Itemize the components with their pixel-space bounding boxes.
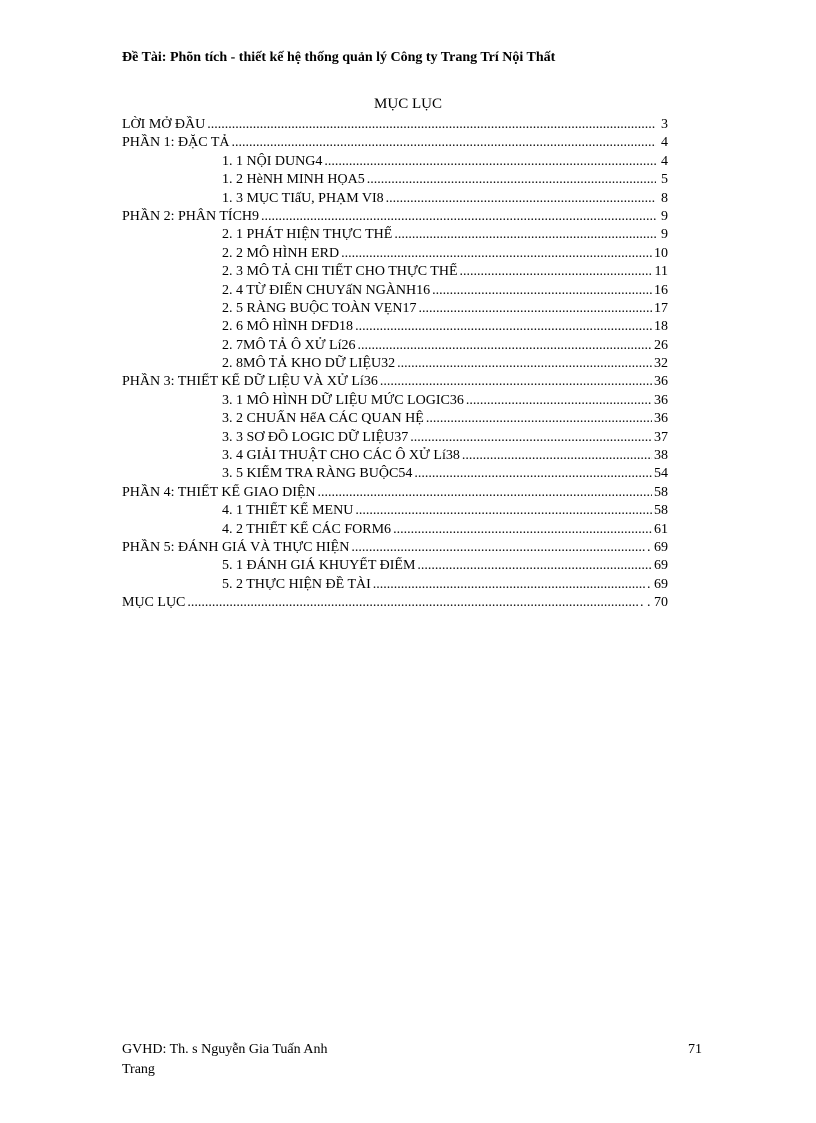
toc-entry[interactable]: [122, 190, 668, 208]
toc-entry-page: 9: [661, 208, 668, 224]
toc-entry-label: LỜI MỞ ĐẦU: [122, 117, 206, 132]
toc-entry-label: 2. 6 MÔ HÌNH DFD18: [222, 319, 354, 335]
toc-entry-label: 5. 2 THỰC HIỆN ĐỀ TÀI: [222, 576, 371, 592]
toc-dot-leader: [394, 226, 656, 244]
toc-entry[interactable]: [122, 171, 668, 189]
toc-dot-leader: [373, 576, 645, 594]
footer-page-label: Trang: [122, 1062, 155, 1077]
toc-entry-label: PHẦN 5: ĐÁNH GIÁ VÀ THỰC HIỆN: [122, 539, 350, 555]
toc-entry-label: 3. 1 MÔ HÌNH DỮ LIỆU MỨC LOGIC36: [222, 392, 464, 408]
toc-dot-leader: [324, 153, 656, 171]
toc-entry-page: 8: [661, 190, 668, 206]
toc-entry-page: 38: [654, 448, 668, 464]
toc-entry[interactable]: [122, 502, 668, 520]
toc-entry-label: 2. 7MÔ TẢ Ô XỬ Lí26: [222, 337, 356, 353]
toc-entry-page: 11: [654, 264, 668, 280]
toc-dot-leader: [355, 502, 652, 520]
toc-entry-page: 4: [661, 153, 668, 169]
toc-entry[interactable]: [122, 245, 668, 263]
toc-entry-page: 3: [661, 117, 668, 132]
toc-dot-leader: [355, 318, 652, 336]
toc-entry-page: . . 70: [640, 595, 668, 611]
toc-dot-leader: [358, 337, 653, 355]
toc-entry-page: 36: [654, 411, 668, 427]
toc-entry[interactable]: [122, 318, 668, 336]
toc-entry-page: . 69: [647, 539, 668, 555]
footer-instructor-line: GVHD: Th. s Nguyễn Gia Tuấn Anh: [122, 1042, 328, 1057]
toc-entry-label: 2. 2 MÔ HÌNH ERD: [222, 245, 340, 261]
toc-dot-leader: [231, 134, 656, 152]
toc-entry-label: 3. 4 GIẢI THUẬT CHO CÁC Ô XỬ Lí38: [222, 448, 460, 464]
toc-entry[interactable]: [122, 282, 668, 300]
toc-dot-leader: [367, 171, 656, 189]
toc-entry-label: 1. 3 MỤC TIấU, PHẠM VI8: [222, 190, 384, 206]
toc-entry-page: 26: [654, 337, 668, 353]
toc-dot-leader: [393, 521, 652, 539]
toc-entry[interactable]: [122, 539, 668, 557]
toc-dot-leader: [187, 594, 638, 612]
toc-entry[interactable]: [122, 116, 668, 134]
toc-entry[interactable]: [122, 410, 668, 428]
toc-entry-page: 4: [661, 135, 668, 151]
toc-entry[interactable]: [122, 373, 668, 391]
toc-entry-page: 18: [654, 319, 668, 335]
toc-entry-label: 2. 5 RÀNG BUỘC TOÀN VẸN17: [222, 300, 417, 316]
toc-dot-leader: [466, 392, 652, 410]
toc-entry-page: 17: [654, 300, 668, 316]
toc-dot-leader: [414, 465, 652, 483]
toc-dot-leader: [432, 282, 652, 300]
footer-instructor: [122, 1040, 327, 1080]
toc-entry[interactable]: [122, 208, 668, 226]
toc-entry-page: 69: [654, 558, 668, 574]
toc-entry[interactable]: [122, 557, 668, 575]
document-header-title: Đề Tài: Phõn tích - thiết kế hệ thống quản lý Công ty Trang Trí Nội Thất: [122, 50, 556, 65]
toc-entry-page: . 69: [647, 576, 668, 592]
toc-entry[interactable]: [122, 134, 668, 152]
toc-dot-leader: [386, 190, 656, 208]
toc-entry-label: 2. 8MÔ TẢ KHO DỮ LIỆU32: [222, 356, 396, 372]
toc-entry-page: 9: [661, 227, 668, 243]
toc-entry-label: 2. 3 MÔ TẢ CHI TIẾT CHO THỰC THỂ: [222, 264, 458, 280]
toc-entry[interactable]: [122, 521, 668, 539]
toc-dot-leader: [318, 484, 652, 502]
toc-dot-leader: [261, 208, 656, 226]
toc-dot-leader: [462, 447, 652, 465]
toc-title: MỤC LỤC: [374, 96, 442, 112]
toc-entry-label: PHẦN 2: PHÂN TÍCH9: [122, 208, 260, 224]
toc-entry-page: 54: [654, 466, 668, 482]
footer-page-number: 71: [688, 1042, 702, 1057]
toc-entry-page: 36: [654, 374, 668, 390]
toc-entry-label: 3. 2 CHUẨN HểA CÁC QUAN HỆ: [222, 411, 424, 427]
toc-entry[interactable]: [122, 465, 668, 483]
toc-entry-page: 10: [654, 245, 668, 261]
toc-dot-leader: [426, 410, 652, 428]
toc-entry-label: 5. 1 ĐÁNH GIÁ KHUYẾT ĐIỂM: [222, 558, 416, 574]
toc-entry-label: MỤC LỤC: [122, 595, 186, 611]
toc-entry-label: 1. 1 NỘI DUNG4: [222, 153, 323, 169]
toc-dot-leader: [417, 557, 652, 575]
toc-entry-label: 4. 1 THIẾT KẾ MENU: [222, 503, 354, 519]
toc-entry[interactable]: [122, 300, 668, 318]
toc-entry-label: 1. 2 HèNH MINH HỌA5: [222, 172, 365, 188]
toc-entry-page: 37: [654, 429, 668, 445]
toc-entry[interactable]: [122, 392, 668, 410]
toc-entry[interactable]: [122, 355, 668, 373]
toc-entry[interactable]: [122, 447, 668, 465]
toc-entry-label: 2. 1 PHÁT HIỆN THỰC THỂ: [222, 227, 393, 243]
toc-dot-leader: [410, 429, 652, 447]
toc-entry-page: 61: [654, 521, 668, 537]
toc-entry-label: PHẦN 4: THIẾT KẾ GIAO DIỆN: [122, 484, 316, 500]
toc-entry-label: 2. 4 TỪ ĐIỂN CHUYấN NGÀNH16: [222, 282, 431, 298]
toc-dot-leader: [207, 116, 656, 134]
toc-entry-label: PHẦN 1: ĐẶC TẢ: [122, 135, 230, 151]
toc-entry-label: 3. 3 SƠ ĐỒ LOGIC DỮ LIỆU37: [222, 429, 409, 445]
toc-entry-label: PHẦN 3: THIẾT KẾ DỮ LIỆU VÀ XỬ Lí36: [122, 374, 378, 390]
toc-dot-leader: [351, 539, 645, 557]
toc-entry[interactable]: [122, 337, 668, 355]
table-of-contents: [122, 116, 668, 613]
toc-entry-page: 36: [654, 392, 668, 408]
toc-dot-leader: [460, 263, 653, 281]
toc-entry-page: 58: [654, 503, 668, 519]
toc-entry-page: 32: [654, 356, 668, 372]
toc-entry[interactable]: [122, 153, 668, 171]
toc-entry[interactable]: [122, 594, 668, 612]
toc-entry-page: 5: [661, 172, 668, 188]
toc-entry-page: 58: [654, 484, 668, 500]
toc-dot-leader: [380, 373, 652, 391]
toc-entry-label: 3. 5 KIỂM TRA RÀNG BUỘC54: [222, 466, 413, 482]
toc-dot-leader: [397, 355, 652, 373]
toc-entry[interactable]: [122, 263, 668, 281]
toc-entry[interactable]: [122, 484, 668, 502]
toc-entry-page: 16: [654, 282, 668, 298]
toc-dot-leader: [418, 300, 652, 318]
toc-entry[interactable]: [122, 226, 668, 244]
toc-dot-leader: [341, 245, 652, 263]
toc-entry-label: 4. 2 THIẾT KẾ CÁC FORM6: [222, 521, 392, 537]
toc-entry[interactable]: [122, 429, 668, 447]
toc-entry[interactable]: [122, 576, 668, 594]
